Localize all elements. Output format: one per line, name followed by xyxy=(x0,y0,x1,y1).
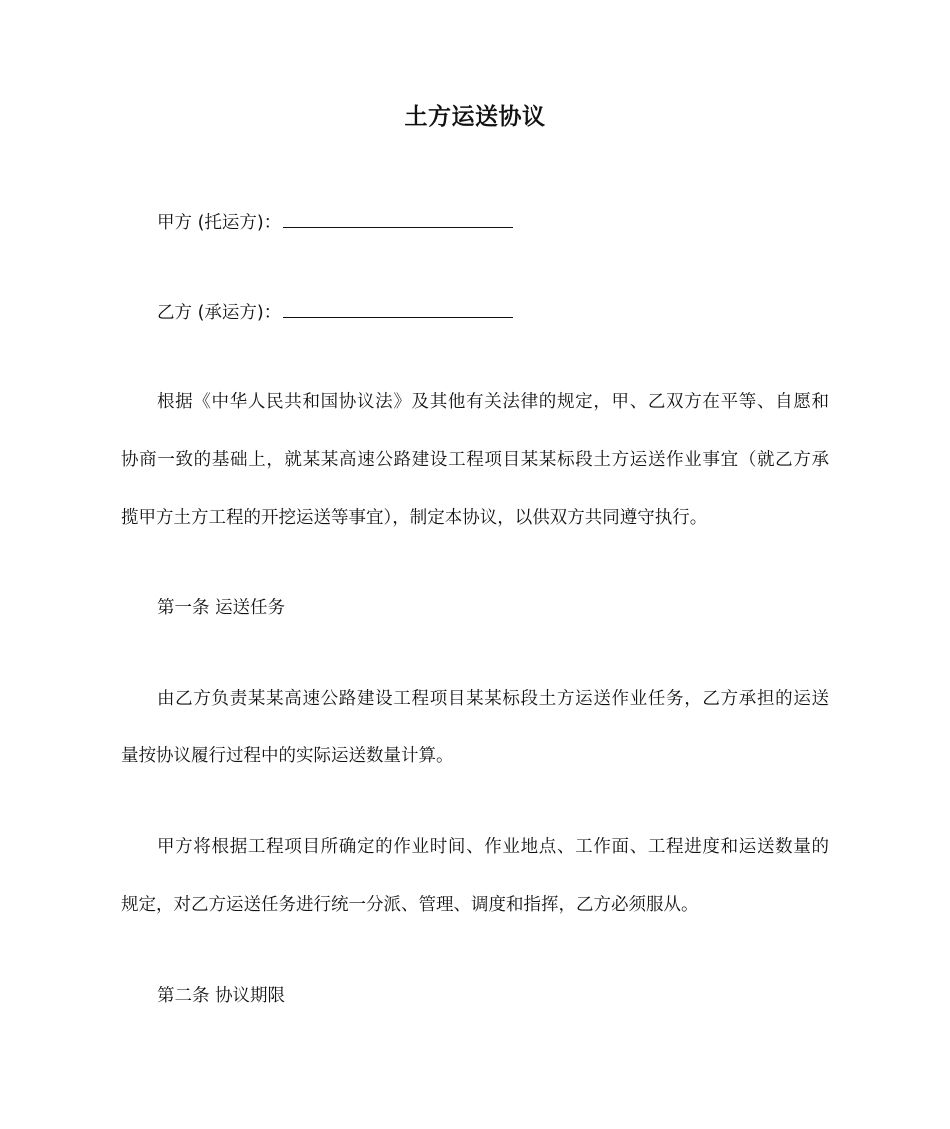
party-a-row xyxy=(157,209,513,235)
article-1-heading: 第一条 运送任务 xyxy=(157,598,286,618)
intro-line-1: 根据《中华人民共和国协议法》及其他有关法律的规定，甲、乙双方在平等、自愿和 xyxy=(157,392,829,412)
party-a-blank-line xyxy=(283,209,513,228)
party-b-label: 乙方 (承运方)： xyxy=(157,303,282,323)
party-b-blank-line xyxy=(283,299,513,318)
intro-line-2: 协商一致的基础上，就某某高速公路建设工程项目某某标段土方运送作业事宜（就乙方承 xyxy=(121,450,829,470)
article-1-p2-line-2: 规定，对乙方运送任务进行统一分派、管理、调度和指挥，乙方必须服从。 xyxy=(121,895,699,915)
article-2-heading: 第二条 协议期限 xyxy=(157,986,286,1006)
article-1-p2-line-1: 甲方将根据工程项目所确定的作业时间、作业地点、工作面、工程进度和运送数量的 xyxy=(157,837,829,857)
party-a-label: 甲方 (托运方)： xyxy=(157,213,282,233)
article-1-p1-line-1: 由乙方负责某某高速公路建设工程项目某某标段土方运送作业任务，乙方承担的运送 xyxy=(157,689,829,709)
party-b-row xyxy=(157,299,513,325)
intro-line-3: 揽甲方土方工程的开挖运送等事宜），制定本协议，以供双方共同遵守执行。 xyxy=(121,508,708,528)
document-title: 土方运送协议 xyxy=(404,104,546,130)
article-1-p1-line-2: 量按协议履行过程中的实际运送数量计算。 xyxy=(121,746,454,766)
